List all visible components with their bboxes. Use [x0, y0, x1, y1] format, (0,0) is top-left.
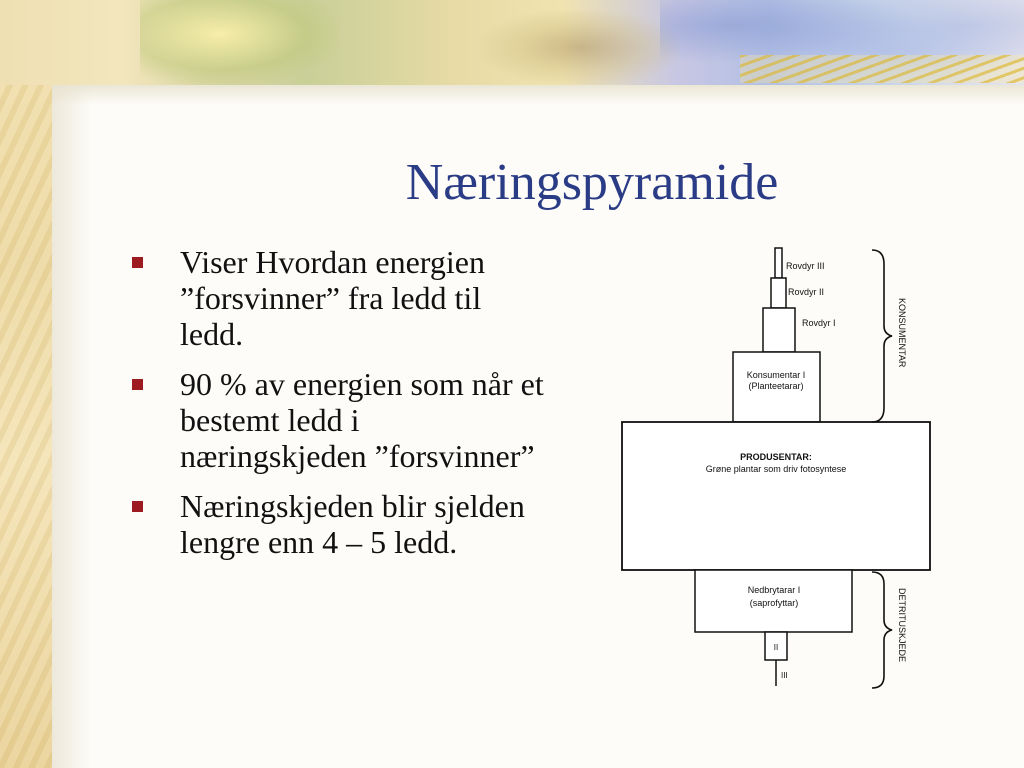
- slide-title: Næringspyramide: [405, 154, 779, 211]
- bullet-text: Viser Hvordan energien ”forsvinner” fra ledd til ledd.: [180, 244, 485, 352]
- konsumentar-label-2: (Planteetarar): [748, 381, 804, 391]
- leaf-decoration: [140, 0, 340, 85]
- bullet-text: Næringskjeden blir sjelden lengre enn 4 – 5 ledd.: [180, 488, 525, 560]
- rovdyr-ii-label: Rovdyr II: [788, 287, 825, 297]
- produsentar-label-2: Grøne plantar som driv fotosyntese: [705, 464, 847, 474]
- rovdyr-iii-label: Rovdyr III: [786, 261, 825, 271]
- produsentar-label-1: PRODUSENTAR:: [740, 452, 812, 462]
- top-decorative-banner: [0, 0, 1024, 85]
- konsumentar-side-label: KONSUMENTAR: [897, 298, 907, 368]
- bullet-item: [130, 366, 550, 474]
- wheat-decoration: [740, 55, 1024, 83]
- bullet-item: [130, 244, 550, 352]
- rovdyr-iii-box: [775, 248, 782, 278]
- energy-pyramid-diagram: [600, 238, 960, 698]
- square-bullet-icon: [132, 257, 143, 268]
- nedbrytarar-label-2: (saprofyttar): [749, 598, 799, 608]
- rovdyr-i-box: [763, 308, 795, 352]
- rovdyr-ii-box: [771, 278, 786, 308]
- produsentar-box: [622, 422, 930, 570]
- left-decorative-strip: [0, 0, 52, 768]
- bullet-item: [130, 488, 550, 560]
- square-bullet-icon: [132, 501, 143, 512]
- detritus-brace: [872, 572, 892, 688]
- banner-shadow: [52, 85, 1024, 105]
- bullet-text: 90 % av energien som når et bestemt ledd i næringskjeden ”forsvinner”: [180, 366, 544, 474]
- level-ii-label: II: [773, 643, 779, 652]
- konsumentar-brace: [872, 250, 892, 422]
- nedbrytarar-label-1: Nedbrytarar I: [747, 585, 801, 595]
- leaf-decoration: [480, 10, 680, 85]
- square-bullet-icon: [132, 379, 143, 390]
- level-iii-label: III: [781, 671, 788, 680]
- detritus-side-label: DETRITUSKJEDE: [897, 588, 907, 663]
- konsumentar-label-1: Konsumentar I: [746, 370, 806, 380]
- bullet-list: [130, 244, 550, 574]
- rovdyr-i-label: Rovdyr I: [802, 318, 836, 328]
